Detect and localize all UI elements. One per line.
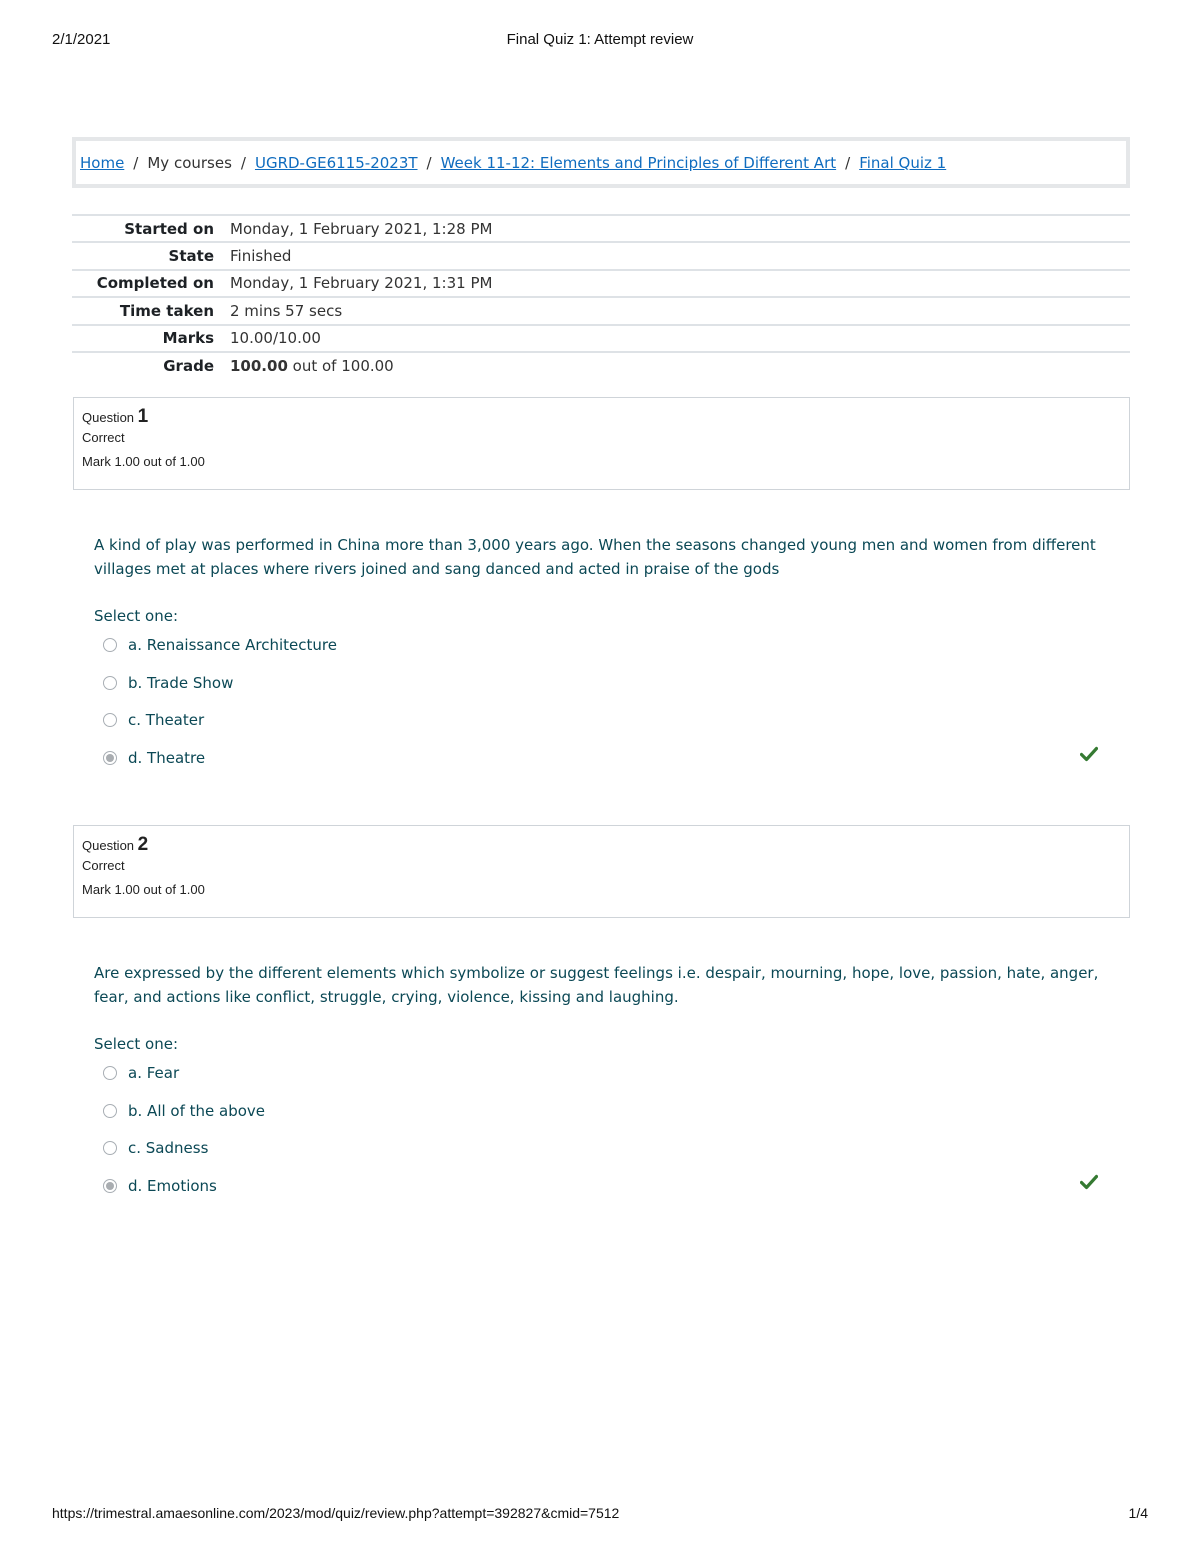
summary-row-marks (72, 325, 1130, 352)
summary-label: Grade (163, 357, 214, 376)
radio-button[interactable] (103, 638, 117, 652)
question-text: A kind of play was performed in China more than 3,000 years ago. When the seasons changed young men and women from different villages met at places where rivers joined and sang danced and acted in praise of the gods (94, 536, 1096, 578)
print-header (0, 31, 1200, 51)
summary-value: Monday, 1 February 2021, 1:28 PM (230, 219, 493, 238)
breadcrumb (72, 137, 1130, 188)
summary-value: Monday, 1 February 2021, 1:31 PM (230, 274, 493, 293)
breadcrumb-separator: / (133, 153, 139, 172)
radio-button-checked[interactable] (103, 1179, 117, 1193)
question-text: Are expressed by the different elements which symbolize or suggest feelings i.e. despair, mourning, hope, love, passion, hate, anger, fear, and actions like conflict, struggle, crying, violence, kissing and laughing. (94, 964, 1099, 1006)
question-info-box (73, 397, 1130, 490)
breadcrumb-quiz-link[interactable]: Final Quiz 1 (859, 153, 947, 172)
answer-label: a. Fear (128, 1064, 180, 1082)
question-mark: Mark 1.00 out of 1.00 (82, 882, 205, 897)
summary-value: Finished (230, 247, 292, 266)
answer-option[interactable] (103, 633, 1103, 657)
print-page-title: Final Quiz 1: Attempt review (506, 31, 694, 48)
answer-option[interactable] (103, 1061, 1103, 1085)
summary-row-started (72, 215, 1130, 242)
print-url: https://trimestral.amaesonline.com/2023/mod/quiz/review.php?attempt=392827&cmid=7512 (52, 1505, 620, 1521)
answer-label: c. Theater (128, 711, 205, 729)
answer-label: a. Renaissance Architecture (128, 636, 337, 654)
answer-option[interactable] (103, 1136, 1103, 1160)
summary-value (230, 352, 1130, 379)
radio-button[interactable] (103, 1104, 117, 1118)
question-state: Correct (82, 430, 125, 445)
summary-row-state (72, 242, 1130, 269)
summary-value: 2 mins 57 secs (230, 301, 343, 320)
question-info-box (73, 825, 1130, 918)
breadcrumb-separator: / (426, 153, 432, 172)
breadcrumb-home-link[interactable]: Home (80, 153, 125, 172)
answer-option[interactable] (103, 1099, 1103, 1123)
summary-row-grade (72, 352, 1130, 379)
correct-check-icon (1080, 1174, 1098, 1190)
answer-label: d. Emotions (128, 1177, 217, 1195)
radio-button[interactable] (103, 676, 117, 690)
radio-button-checked[interactable] (103, 751, 117, 765)
radio-button[interactable] (103, 713, 117, 727)
question-number (82, 826, 1129, 855)
radio-button[interactable] (103, 1141, 117, 1155)
question-number-value: 1 (137, 406, 149, 427)
answer-label: b. All of the above (128, 1102, 266, 1120)
breadcrumb-course-link[interactable]: UGRD-GE6115-2023T (254, 153, 418, 172)
radio-button[interactable] (103, 1066, 117, 1080)
attempt-summary-table (72, 214, 1130, 379)
summary-value: 10.00/10.00 (230, 329, 321, 348)
print-footer (0, 1505, 1200, 1525)
summary-label: Marks (162, 329, 214, 348)
answer-option-selected[interactable] (103, 746, 1103, 770)
answer-label: b. Trade Show (128, 674, 234, 692)
summary-label: Started on (124, 219, 214, 238)
answer-label: d. Theatre (128, 749, 206, 767)
answer-option[interactable] (103, 708, 1103, 732)
question-label: Question (82, 838, 135, 853)
grade-suffix: out of 100.00 (292, 357, 394, 376)
summary-label: Time taken (119, 301, 214, 320)
breadcrumb-section-link[interactable]: Week 11-12: Elements and Principles of Different Art (440, 153, 837, 172)
summary-label: State (168, 247, 214, 266)
print-date: 2/1/2021 (52, 31, 111, 48)
select-one-prompt: Select one: (94, 607, 179, 625)
print-page-number: 1/4 (1128, 1505, 1148, 1521)
question-state: Correct (82, 858, 125, 873)
summary-label: Completed on (96, 274, 214, 293)
correct-check-icon (1080, 746, 1098, 762)
summary-row-completed (72, 270, 1130, 297)
grade-value: 100.00 (230, 357, 288, 376)
breadcrumb-separator: / (240, 153, 246, 172)
breadcrumb-separator: / (845, 153, 851, 172)
summary-row-time-taken (72, 297, 1130, 324)
answer-option-selected[interactable] (103, 1174, 1103, 1198)
question-mark: Mark 1.00 out of 1.00 (82, 454, 205, 469)
question-number-value: 2 (137, 834, 149, 855)
question-label: Question (82, 410, 135, 425)
select-one-prompt: Select one: (94, 1035, 179, 1053)
answer-label: c. Sadness (128, 1139, 209, 1157)
question-number (82, 398, 1129, 427)
answer-option[interactable] (103, 671, 1103, 695)
breadcrumb-my-courses: My courses (147, 153, 232, 172)
